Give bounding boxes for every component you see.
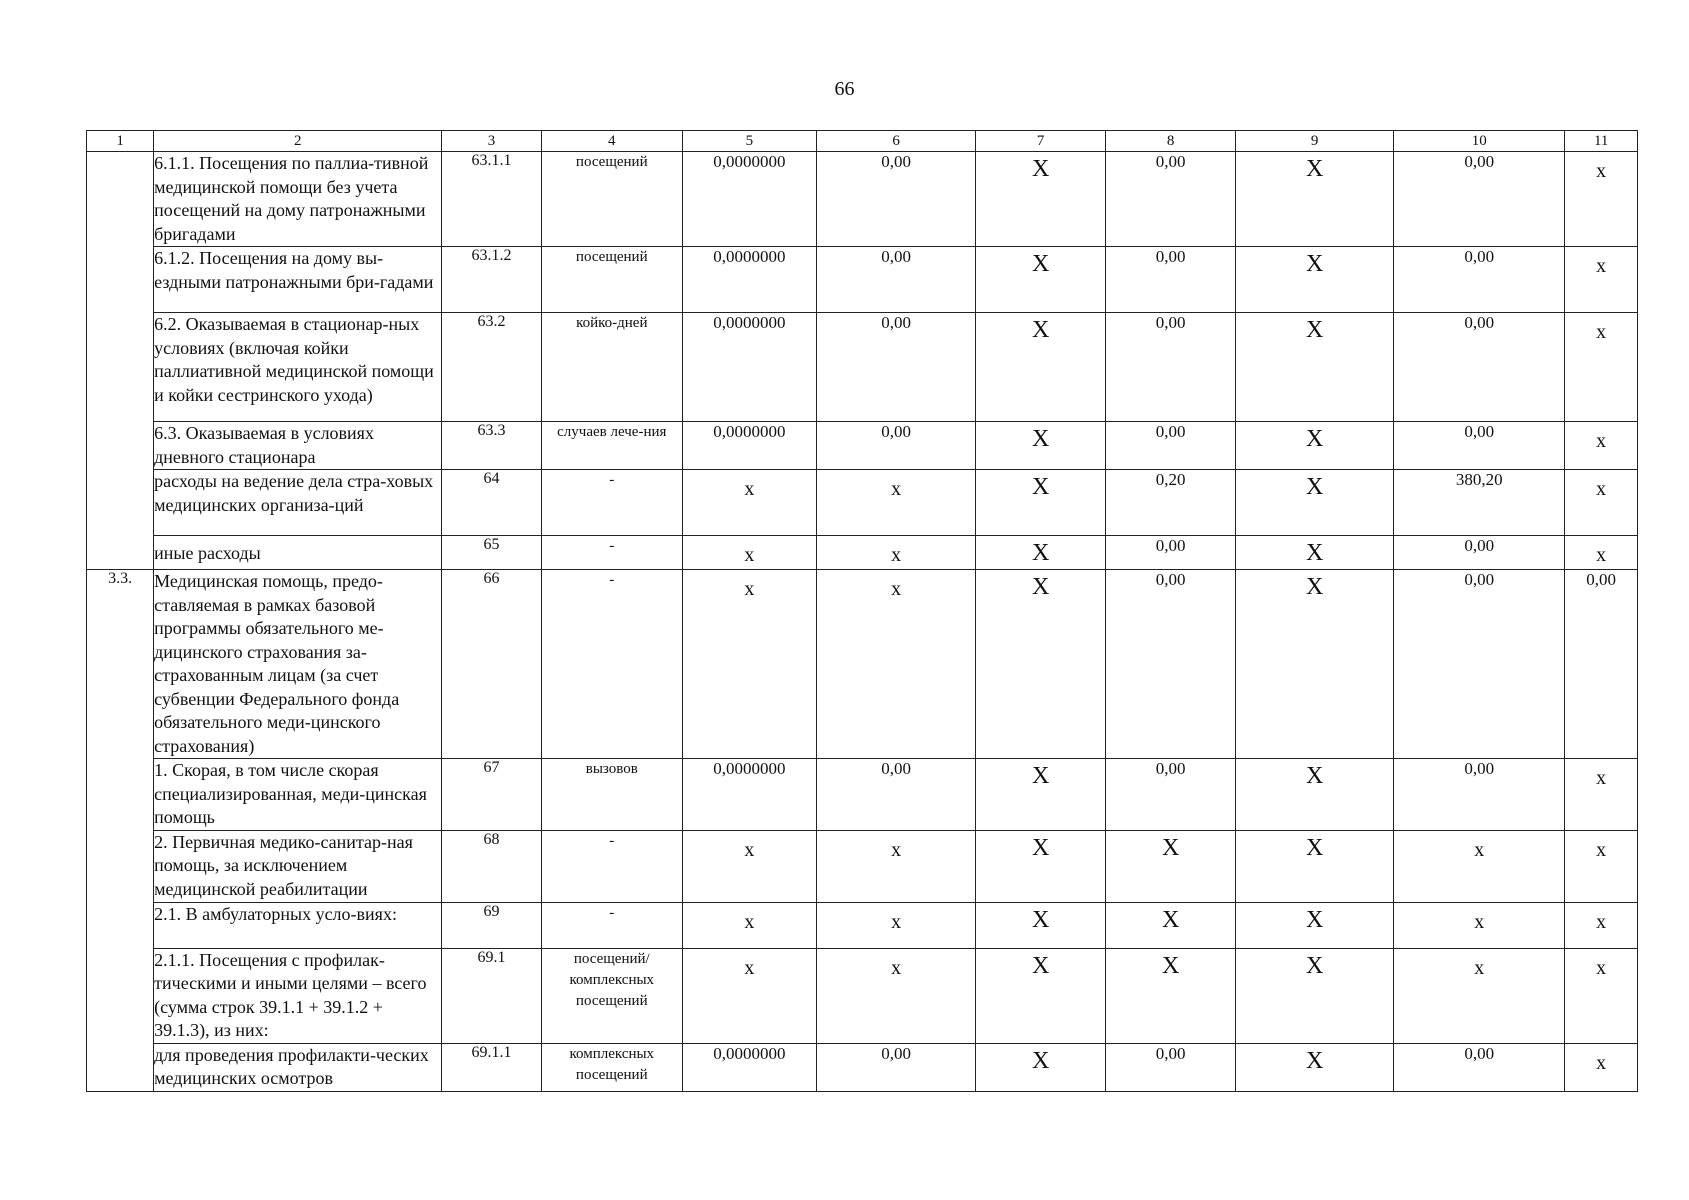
cell-col9: X: [1306, 763, 1324, 789]
header-cell: 9: [1236, 131, 1394, 152]
cell-col10: 0,00: [1394, 759, 1565, 831]
cell-col5: x: [744, 478, 755, 500]
table-row: [87, 1043, 1638, 1091]
cell-col7: X: [1031, 426, 1050, 452]
cell-col10: 0,00: [1394, 422, 1565, 470]
table-row: [87, 313, 1638, 422]
row-name: 6.1.1. Посещения по паллиа-тивной медицинской помощи без учета посещений на дому патронажными бригадами: [154, 152, 442, 247]
cell-col11: x: [1596, 767, 1607, 789]
table-row: [87, 422, 1638, 470]
cell-col9: X: [1306, 251, 1324, 277]
cell-col6: x: [891, 910, 902, 933]
header-cell: 10: [1394, 131, 1565, 152]
row-code: 63.2: [442, 313, 542, 422]
cell-col9: X: [1306, 574, 1324, 600]
header-cell: 4: [541, 131, 682, 152]
row-code: 68: [442, 830, 542, 902]
row-name: 6.3. Оказываемая в условиях дневного стационара: [154, 422, 442, 470]
row-name: 6.1.2. Посещения на дому вы-ездными патронажными бри-гадами: [154, 247, 442, 313]
cell-col7: X: [1031, 1047, 1050, 1074]
cell-col7: X: [1031, 156, 1050, 182]
cell-col11: x: [1596, 478, 1607, 500]
cell-col10: x: [1474, 910, 1485, 933]
cell-col11: x: [1596, 956, 1607, 979]
cell-col9: X: [1306, 317, 1324, 343]
table-row: [87, 830, 1638, 902]
header-cell: 2: [154, 131, 442, 152]
cell-col7: X: [1031, 251, 1050, 277]
cell-col5: 0,0000000: [682, 422, 816, 470]
table-row: [87, 948, 1638, 1043]
cell-col10: 0,00: [1394, 152, 1565, 247]
table-row: [87, 152, 1638, 247]
cell-col11: x: [1596, 321, 1607, 343]
cell-col8: 0,00: [1106, 1043, 1236, 1091]
cell-col8: 0,00: [1106, 247, 1236, 313]
cell-col8: X: [1161, 906, 1180, 933]
section-label: 3.3.: [87, 570, 154, 1092]
table-row: [87, 247, 1638, 313]
cell-col7: X: [1031, 574, 1050, 600]
cell-col6: 0,00: [816, 422, 975, 470]
cell-col10: 0,00: [1394, 536, 1565, 570]
cell-col11: x: [1596, 544, 1607, 566]
cell-col5: x: [744, 838, 755, 861]
cell-col7: X: [1031, 474, 1050, 500]
cell-col6: x: [891, 838, 902, 861]
cell-col6: 0,00: [816, 313, 975, 422]
row-unit: койко-дней: [541, 313, 682, 422]
row-code: 63.1.1: [442, 152, 542, 247]
cell-col9: X: [1306, 540, 1324, 566]
cell-col8: 0,00: [1106, 422, 1236, 470]
cell-col5: 0,0000000: [682, 247, 816, 313]
cell-col9: X: [1306, 474, 1324, 500]
cell-col7: X: [1031, 763, 1050, 789]
cell-col5: x: [744, 578, 755, 600]
row-unit: -: [541, 470, 682, 536]
row-name: для проведения профилакти-ческих медицинских осмотров: [154, 1043, 442, 1091]
row-name: Медицинская помощь, предо-ставляемая в рамках базовой программы обязательного ме-дицинского страхования за-страхованным лицам (за счет субвенции Федерального фонда обязательного меди-цинского страхования): [154, 570, 442, 759]
cell-col9: X: [1306, 156, 1324, 182]
cell-col9: X: [1306, 426, 1324, 452]
header-cell: 5: [682, 131, 816, 152]
header-cell: 3: [442, 131, 542, 152]
cell-col6: x: [891, 544, 902, 566]
row-name: расходы на ведение дела стра-ховых медицинских организа-ций: [154, 470, 442, 536]
cell-col8: 0,00: [1106, 536, 1236, 570]
table-row: [87, 759, 1638, 831]
cell-col5: 0,0000000: [682, 313, 816, 422]
cell-col6: 0,00: [816, 152, 975, 247]
cell-col5: 0,0000000: [682, 759, 816, 831]
cell-col9: X: [1306, 906, 1324, 933]
table-row: [87, 902, 1638, 948]
cell-col7: X: [1031, 317, 1050, 343]
cell-col8: 0,20: [1106, 470, 1236, 536]
cell-col6: x: [891, 578, 902, 600]
cell-col10: 380,20: [1394, 470, 1565, 536]
row-name: 6.2. Оказываемая в стационар-ных условиях (включая койки паллиативной медицинской помощи и койки сестринского ухода): [154, 313, 442, 422]
cell-col11: x: [1596, 1051, 1607, 1074]
table-row: [87, 570, 1638, 759]
row-unit: посещений: [541, 152, 682, 247]
row-name: иные расходы: [154, 536, 442, 570]
cell-col11: x: [1596, 838, 1607, 861]
header-cell: 11: [1565, 131, 1638, 152]
row-unit: посещений/ комплексных посещений: [541, 948, 682, 1043]
header-cell: 8: [1106, 131, 1236, 152]
cell-col7: X: [1031, 834, 1050, 861]
page-number: 66: [834, 78, 855, 100]
indicator-table: [86, 130, 1638, 1092]
row-code: 66: [442, 570, 542, 759]
header-cell: 1: [87, 131, 154, 152]
cell-col7: X: [1031, 906, 1050, 933]
cell-col11: 0,00: [1565, 570, 1638, 759]
cell-col10: 0,00: [1394, 1043, 1565, 1091]
cell-col5: x: [744, 544, 755, 566]
cell-col8: 0,00: [1106, 313, 1236, 422]
header-cell: 7: [976, 131, 1106, 152]
row-code: 63.1.2: [442, 247, 542, 313]
cell-col6: 0,00: [816, 247, 975, 313]
cell-col6: x: [891, 956, 902, 979]
cell-col8: 0,00: [1106, 152, 1236, 247]
cell-col9: X: [1306, 1047, 1324, 1074]
row-unit: комплексных посещений: [541, 1043, 682, 1091]
cell-col8: 0,00: [1106, 570, 1236, 759]
row-code: 69: [442, 902, 542, 948]
row-unit: случаев лече-ния: [541, 422, 682, 470]
cell-col9: X: [1306, 834, 1324, 861]
cell-col8: X: [1161, 834, 1180, 861]
cell-col11: x: [1596, 160, 1607, 182]
cell-col5: 0,0000000: [682, 152, 816, 247]
row-code: 64: [442, 470, 542, 536]
cell-col8: X: [1161, 952, 1180, 979]
cell-col6: 0,00: [816, 1043, 975, 1091]
row-unit: -: [541, 570, 682, 759]
table-row: [87, 470, 1638, 536]
row-unit: посещений: [541, 247, 682, 313]
row-unit: -: [541, 902, 682, 948]
row-code: 69.1: [442, 948, 542, 1043]
row-unit: -: [541, 536, 682, 570]
cell-col9: X: [1306, 952, 1324, 979]
cell-col11: x: [1596, 255, 1607, 277]
row-code: 69.1.1: [442, 1043, 542, 1091]
cell-col8: 0,00: [1106, 759, 1236, 831]
row-unit: -: [541, 830, 682, 902]
row-name: 1. Скорая, в том числе скорая специализированная, меди-цинская помощь: [154, 759, 442, 831]
row-code: 65: [442, 536, 542, 570]
cell-col6: 0,00: [816, 759, 975, 831]
cell-col7: X: [1031, 540, 1050, 566]
cell-col10: 0,00: [1394, 247, 1565, 313]
row-index-cell: [87, 152, 154, 570]
cell-col10: 0,00: [1394, 570, 1565, 759]
table-row: [87, 536, 1638, 570]
header-cell: 6: [816, 131, 975, 152]
header-row: [87, 131, 1638, 152]
cell-col5: x: [744, 956, 755, 979]
row-name: 2.1.1. Посещения с профилак-тическими и иными целями – всего (сумма строк 39.1.1 + 39.1.2 + 39.1.3), из них:: [154, 948, 442, 1043]
cell-col6: x: [891, 478, 902, 500]
cell-col11: x: [1596, 910, 1607, 933]
row-code: 63.3: [442, 422, 542, 470]
cell-col7: X: [1031, 952, 1050, 979]
cell-col5: 0,0000000: [682, 1043, 816, 1091]
cell-col10: x: [1474, 838, 1485, 861]
cell-col5: x: [744, 910, 755, 933]
cell-col10: x: [1474, 956, 1485, 979]
row-code: 67: [442, 759, 542, 831]
row-name: 2.1. В амбулаторных усло-виях:: [154, 902, 442, 948]
cell-col10: 0,00: [1394, 313, 1565, 422]
row-name: 2. Первичная медико-санитар-ная помощь, за исключением медицинской реабилитации: [154, 830, 442, 902]
row-unit: вызовов: [541, 759, 682, 831]
cell-col11: x: [1596, 430, 1607, 452]
